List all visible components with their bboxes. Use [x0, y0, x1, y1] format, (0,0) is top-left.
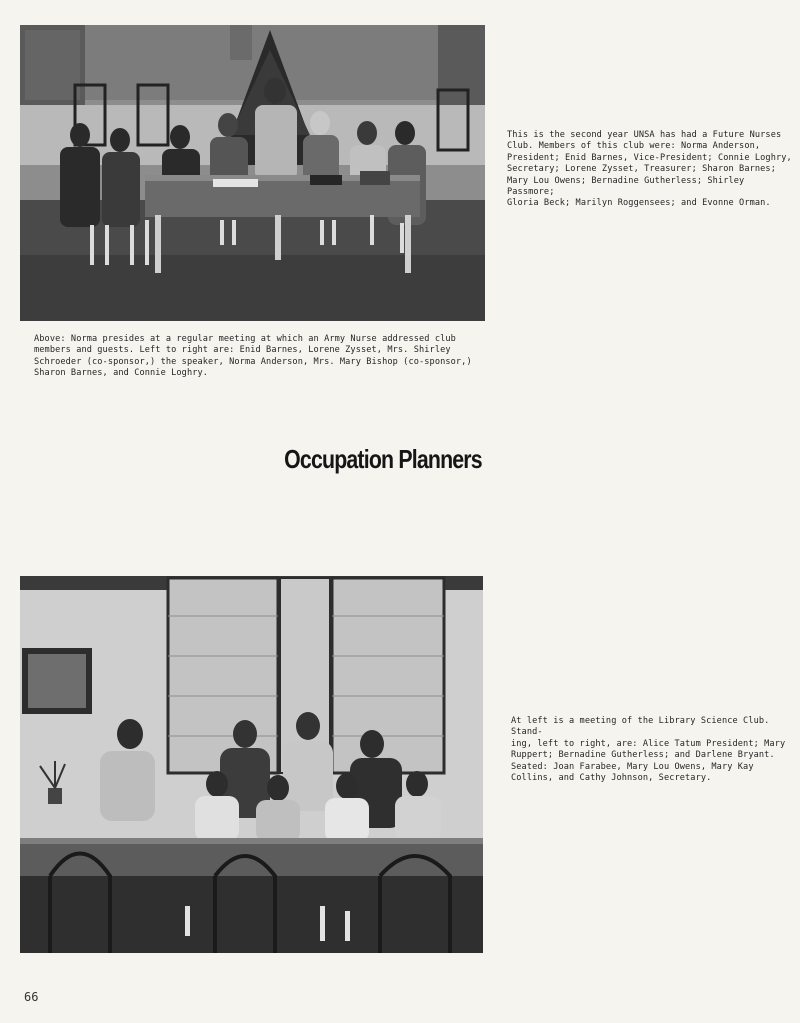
future-nurses-description: This is the second year UNSA has had a Future Nurses Club. Members of this club were: Norma Anderson, President; Enid Barnes, Vice-President; Connie Loghry, Secretary; Lorene Zysset, Treasurer; Sharon Barnes; Mary Lou Owens; Bernadine Gutherless; Shirley Passmore; Gloria Beck; Marilyn Roggensees; and Evonne Orman.: [507, 130, 792, 209]
library-science-club-photo: [20, 576, 483, 953]
future-nurses-photo-image: [20, 25, 485, 321]
library-science-description: At left is a meeting of the Library Science Club. Stand- ing, left to right, are: Alice Tatum President; Mary Ruppert; Bernadine Gutherless; and Darlene Bryant. Seated: Joan Farabee, Mary Lou Owens, Mary Kay Collins, and Cathy Johnson, Secretary.: [511, 716, 786, 784]
future-nurses-club-photo: [20, 25, 485, 321]
section-heading: Occupation Planners: [284, 444, 482, 474]
page-number: 66: [24, 990, 39, 1004]
future-nurses-photo-caption: Above: Norma presides at a regular meeting at which an Army Nurse addressed club members and guests. Left to right are: Enid Barnes, Lorene Zysset, Mrs. Shirley Schroeder (co-sponsor,) the speaker, Norma Anderson, Mrs. Mary Bishop (co-sponsor,) Sharon Barnes, and Connie Loghry.: [34, 334, 472, 379]
library-science-photo-image: [20, 576, 483, 953]
